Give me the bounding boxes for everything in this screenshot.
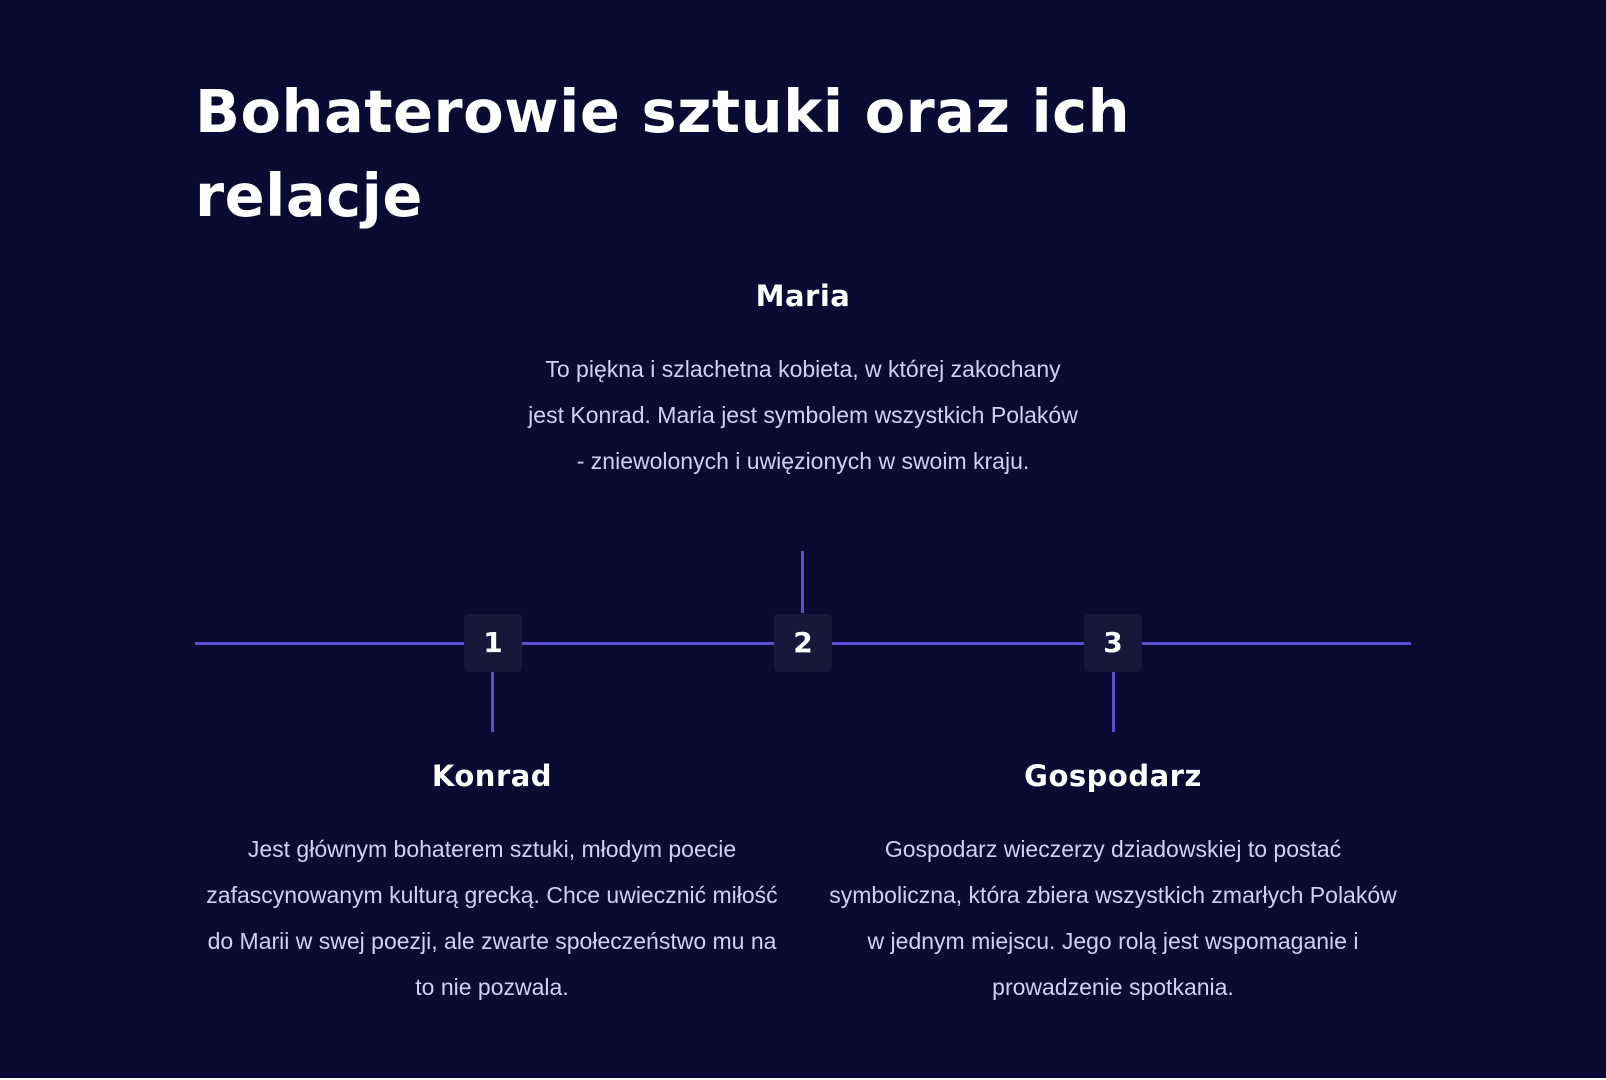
character-name: Maria <box>755 279 851 313</box>
connector-maria <box>801 551 804 613</box>
character-card-konrad <box>206 758 778 1010</box>
timeline-step-1: 1 <box>464 614 522 672</box>
character-description: To piękna i szlachetna kobieta, w której zakochany jest Konrad. Maria jest symbolem wszystkich Polaków - zniewolonych i uwięzionych w swoim kraju. <box>528 356 1078 474</box>
character-card-gospodarz <box>818 758 1408 1010</box>
timeline-step-3: 3 <box>1084 614 1142 672</box>
character-name: Konrad <box>431 759 553 793</box>
character-description: Gospodarz wieczerzy dziadowskiej to postać symboliczna, która zbiera wszystkich zmarłych Polaków w jednym miejscu. Jego rolą jest wspomaganie i prowadzenie spotkania. <box>829 836 1397 1000</box>
connector-konrad <box>491 670 494 732</box>
character-card-maria <box>528 278 1078 484</box>
slide-title: Bohaterowie sztuki oraz ich relacje <box>195 77 1131 230</box>
timeline-step-2: 2 <box>774 614 832 672</box>
character-description: Jest głównym bohaterem sztuki, młodym poecie zafascynowanym kulturą grecką. Chce uwiecznić miłość do Marii w swej poezji, ale zwarte społeczeństwo mu na to nie pozwala. <box>206 836 778 1000</box>
connector-gospodarz <box>1112 670 1115 732</box>
character-name: Gospodarz <box>1024 759 1202 793</box>
